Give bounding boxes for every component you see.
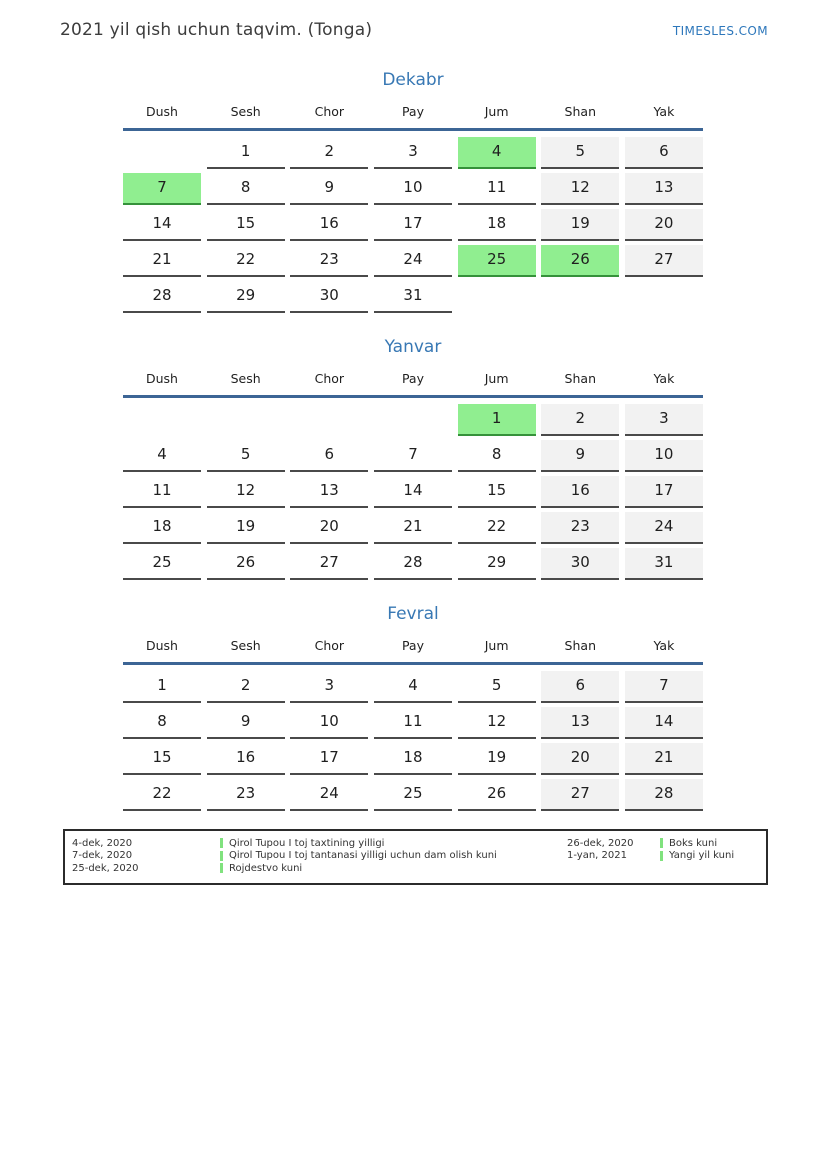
day-of-week-header: Chor bbox=[314, 104, 345, 119]
empty-cell bbox=[123, 404, 201, 436]
day-cell: 26 bbox=[458, 779, 536, 811]
day-cell: 4 bbox=[123, 440, 201, 472]
day-cell: 27 bbox=[541, 779, 619, 811]
legend-label: Rojdestvo kuni bbox=[229, 862, 303, 874]
day-of-week-header: Pay bbox=[401, 371, 424, 386]
day-cell: 3 bbox=[290, 671, 368, 703]
holiday-day-cell: 26 bbox=[541, 245, 619, 277]
legend-column bbox=[567, 837, 734, 862]
empty-cell bbox=[374, 404, 452, 436]
day-cell: 29 bbox=[207, 281, 285, 313]
day-cell: 12 bbox=[207, 476, 285, 508]
holiday-marker-icon bbox=[220, 838, 223, 848]
empty-cell bbox=[458, 281, 536, 313]
day-of-week-header: Sesh bbox=[230, 104, 261, 119]
day-cell: 14 bbox=[123, 209, 201, 241]
day-cell: 14 bbox=[374, 476, 452, 508]
day-cell: 13 bbox=[290, 476, 368, 508]
empty-cell bbox=[625, 281, 703, 313]
empty-cell bbox=[541, 281, 619, 313]
day-cell: 12 bbox=[458, 707, 536, 739]
day-cell: 14 bbox=[625, 707, 703, 739]
day-of-week-header: Yak bbox=[653, 104, 675, 119]
day-of-week-header: Shan bbox=[564, 638, 596, 653]
day-cell: 21 bbox=[123, 245, 201, 277]
legend-date: 1-yan, 2021 bbox=[567, 850, 627, 862]
legend-entry bbox=[72, 850, 567, 863]
day-of-week-header: Pay bbox=[401, 104, 424, 119]
day-cell: 19 bbox=[541, 209, 619, 241]
day-cell: 4 bbox=[374, 671, 452, 703]
empty-cell bbox=[207, 404, 285, 436]
empty-cell bbox=[123, 137, 201, 169]
legend-date: 26-dek, 2020 bbox=[567, 837, 634, 849]
legend-entry bbox=[72, 837, 567, 850]
day-cell: 8 bbox=[123, 707, 201, 739]
day-cell: 20 bbox=[625, 209, 703, 241]
day-cell: 27 bbox=[625, 245, 703, 277]
day-cell: 23 bbox=[541, 512, 619, 544]
day-cell: 22 bbox=[458, 512, 536, 544]
day-cell: 2 bbox=[207, 671, 285, 703]
holiday-day-cell: 7 bbox=[123, 173, 201, 205]
day-cell: 10 bbox=[625, 440, 703, 472]
day-cell: 1 bbox=[207, 137, 285, 169]
day-of-week-header: Sesh bbox=[230, 638, 261, 653]
day-cell: 20 bbox=[290, 512, 368, 544]
month-fevral bbox=[123, 604, 703, 811]
day-cell: 6 bbox=[290, 440, 368, 472]
day-cell: 2 bbox=[541, 404, 619, 436]
day-cell: 18 bbox=[458, 209, 536, 241]
day-cell: 11 bbox=[374, 707, 452, 739]
month-dekabr bbox=[123, 70, 703, 313]
day-cell: 10 bbox=[374, 173, 452, 205]
empty-cell bbox=[290, 404, 368, 436]
holiday-marker-icon bbox=[220, 851, 223, 861]
day-of-week-header: Chor bbox=[314, 638, 345, 653]
day-cell: 3 bbox=[625, 404, 703, 436]
legend-column bbox=[72, 837, 567, 875]
day-cell: 19 bbox=[458, 743, 536, 775]
day-cell: 11 bbox=[123, 476, 201, 508]
day-of-week-header: Shan bbox=[564, 371, 596, 386]
day-of-week-header: Jum bbox=[484, 104, 509, 119]
day-cell: 2 bbox=[290, 137, 368, 169]
day-cell: 21 bbox=[374, 512, 452, 544]
day-cell: 31 bbox=[374, 281, 452, 313]
legend-date: 25-dek, 2020 bbox=[72, 862, 139, 874]
day-of-week-header: Jum bbox=[484, 638, 509, 653]
weeks-grid bbox=[123, 131, 703, 313]
day-cell: 22 bbox=[207, 245, 285, 277]
weeks-grid bbox=[123, 398, 703, 580]
legend-entry bbox=[72, 862, 567, 875]
day-cell: 11 bbox=[458, 173, 536, 205]
day-cell: 28 bbox=[123, 281, 201, 313]
holiday-day-cell: 4 bbox=[458, 137, 536, 169]
day-cell: 16 bbox=[207, 743, 285, 775]
day-cell: 30 bbox=[541, 548, 619, 580]
day-cell: 9 bbox=[290, 173, 368, 205]
page-header bbox=[0, 0, 827, 40]
day-cell: 7 bbox=[374, 440, 452, 472]
day-cell: 6 bbox=[625, 137, 703, 169]
day-cell: 28 bbox=[374, 548, 452, 580]
day-of-week-header: Dush bbox=[146, 371, 178, 386]
day-cell: 22 bbox=[123, 779, 201, 811]
day-cell: 6 bbox=[541, 671, 619, 703]
day-cell: 7 bbox=[625, 671, 703, 703]
day-of-week-header: Sesh bbox=[230, 371, 261, 386]
day-cell: 13 bbox=[541, 707, 619, 739]
legend-label: Yangi yil kuni bbox=[669, 850, 735, 862]
day-of-week-header: Dush bbox=[146, 638, 178, 653]
legend-label: Qirol Tupou I toj tantanasi yilligi uchun dam olish kuni bbox=[229, 850, 497, 862]
legend-label: Qirol Tupou I toj taxtining yilligi bbox=[229, 837, 385, 849]
day-cell: 17 bbox=[625, 476, 703, 508]
legend-entry bbox=[567, 850, 734, 863]
holiday-marker-icon bbox=[220, 863, 223, 873]
day-cell: 16 bbox=[541, 476, 619, 508]
day-cell: 15 bbox=[123, 743, 201, 775]
day-cell: 15 bbox=[207, 209, 285, 241]
brand-link[interactable]: TIMESLES.COM bbox=[672, 24, 768, 38]
day-cell: 10 bbox=[290, 707, 368, 739]
day-cell: 27 bbox=[290, 548, 368, 580]
day-cell: 23 bbox=[207, 779, 285, 811]
day-cell: 9 bbox=[541, 440, 619, 472]
day-cell: 29 bbox=[458, 548, 536, 580]
day-cell: 5 bbox=[541, 137, 619, 169]
holiday-day-cell: 25 bbox=[458, 245, 536, 277]
day-cell: 8 bbox=[207, 173, 285, 205]
weeks-grid bbox=[123, 665, 703, 811]
day-cell: 19 bbox=[207, 512, 285, 544]
day-cell: 24 bbox=[374, 245, 452, 277]
day-of-week-header: Chor bbox=[314, 371, 345, 386]
day-cell: 18 bbox=[123, 512, 201, 544]
legend-box bbox=[63, 829, 768, 885]
day-cell: 20 bbox=[541, 743, 619, 775]
legend-date: 7-dek, 2020 bbox=[72, 850, 133, 862]
legend-entry bbox=[567, 837, 734, 850]
day-cell: 13 bbox=[625, 173, 703, 205]
day-cell: 5 bbox=[458, 671, 536, 703]
legend-label: Boks kuni bbox=[669, 837, 718, 849]
day-of-week-header-row bbox=[123, 371, 703, 398]
day-cell: 28 bbox=[625, 779, 703, 811]
day-cell: 3 bbox=[374, 137, 452, 169]
day-cell: 26 bbox=[207, 548, 285, 580]
page-title: 2021 yil qish uchun taqvim. (Tonga) bbox=[60, 20, 373, 40]
day-cell: 30 bbox=[290, 281, 368, 313]
day-of-week-header: Jum bbox=[484, 371, 509, 386]
day-of-week-header: Yak bbox=[653, 371, 675, 386]
day-cell: 24 bbox=[625, 512, 703, 544]
holiday-day-cell: 1 bbox=[458, 404, 536, 436]
day-cell: 16 bbox=[290, 209, 368, 241]
day-cell: 24 bbox=[290, 779, 368, 811]
day-of-week-header-row bbox=[123, 104, 703, 131]
day-of-week-header: Dush bbox=[146, 104, 178, 119]
day-cell: 31 bbox=[625, 548, 703, 580]
day-cell: 15 bbox=[458, 476, 536, 508]
day-of-week-header-row bbox=[123, 638, 703, 665]
day-of-week-header: Pay bbox=[401, 638, 424, 653]
holiday-marker-icon bbox=[660, 851, 663, 861]
day-of-week-header: Shan bbox=[564, 104, 596, 119]
day-cell: 21 bbox=[625, 743, 703, 775]
month-title: Dekabr bbox=[382, 70, 444, 90]
day-cell: 5 bbox=[207, 440, 285, 472]
day-cell: 12 bbox=[541, 173, 619, 205]
day-cell: 25 bbox=[123, 548, 201, 580]
calendars-container bbox=[0, 70, 827, 811]
day-cell: 1 bbox=[123, 671, 201, 703]
day-cell: 17 bbox=[290, 743, 368, 775]
day-cell: 9 bbox=[207, 707, 285, 739]
day-cell: 8 bbox=[458, 440, 536, 472]
day-cell: 23 bbox=[290, 245, 368, 277]
month-yanvar bbox=[123, 337, 703, 580]
month-title: Yanvar bbox=[384, 337, 442, 357]
day-of-week-header: Yak bbox=[653, 638, 675, 653]
legend-date: 4-dek, 2020 bbox=[72, 837, 133, 849]
holiday-marker-icon bbox=[660, 838, 663, 848]
month-title: Fevral bbox=[387, 604, 439, 624]
day-cell: 17 bbox=[374, 209, 452, 241]
day-cell: 25 bbox=[374, 779, 452, 811]
day-cell: 18 bbox=[374, 743, 452, 775]
